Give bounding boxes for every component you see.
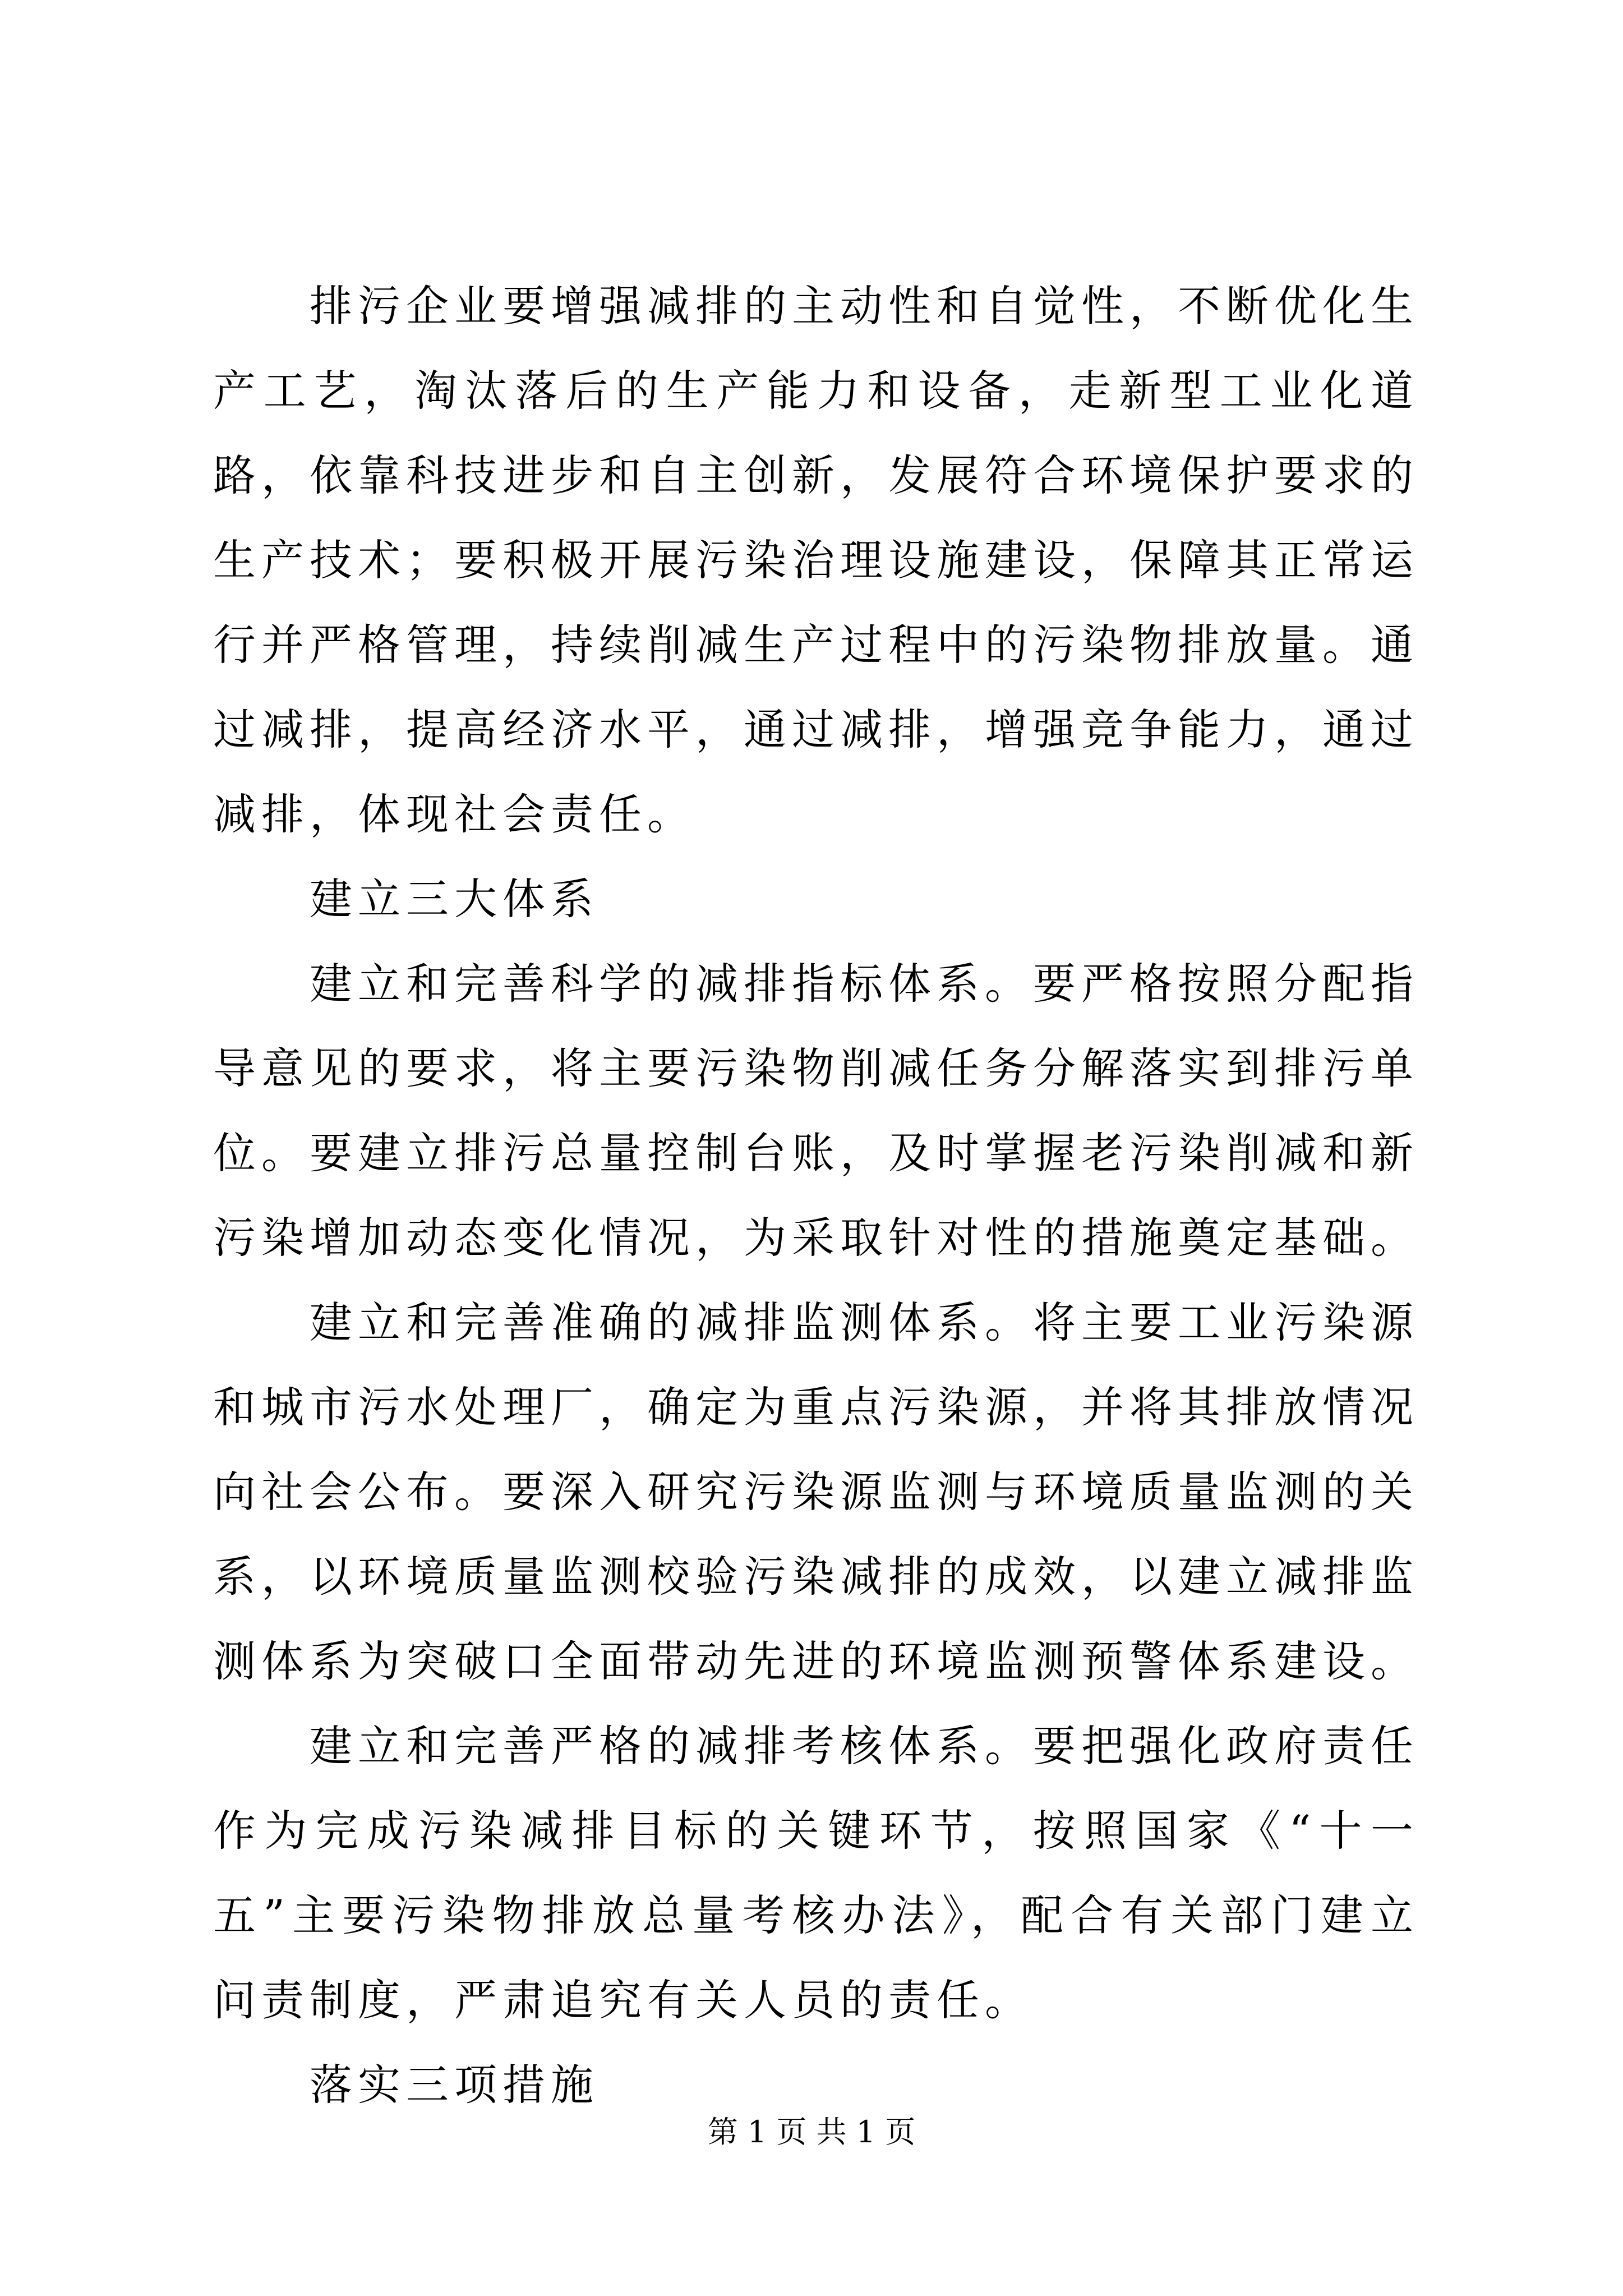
document-body (213, 264, 1419, 2127)
paragraph-indicator-system: 建立和完善科学的减排指标体系。要严格按照分配指导意见的要求，将主要污染物削减任务分解落实到排污单位。要建立排污总量控制台账，及时掌握老污染削减和新污染增加动态变化情况，为采取针对性的措施奠定基础。 (213, 959, 1419, 1263)
page-number-footer: 第 1 页 共 1 页 (707, 2114, 916, 2150)
heading-three-systems: 建立三大体系 (310, 874, 599, 924)
paragraph-enterprise-emission-reduction: 排污企业要增强减排的主动性和自觉性，不断优化生产工艺，淘汰落后的生产能力和设备，走新型工业化道路，依靠科技进步和自主创新，发展符合环境保护要求的生产技术；要积极开展污染治理设施建设，保障其正常运行并严格管理，持续削减生产过程中的污染物排放量。通过减排，提高经济水平，通过减排，增强竞争能力，通过减排，体现社会责任。 (213, 281, 1419, 839)
paragraph-assessment-system: 建立和完善严格的减排考核体系。要把强化政府责任作为完成污染减排目标的关键环节，按照国家《“十一五”主要污染物排放总量考核办法》，配合有关部门建立问责制度，严肃追究有关人员的责任。 (213, 1721, 1419, 2025)
paragraph-monitoring-system: 建立和完善准确的减排监测体系。将主要工业污染源和城市污水处理厂，确定为重点污染源，并将其排放情况向社会公布。要深入研究污染源监测与环境质量监测的关系，以环境质量监测校验污染减排的成效，以建立减排监测体系为突破口全面带动先进的环境监测预警体系建设。 (213, 1297, 1419, 1686)
heading-three-measures: 落实三项措施 (310, 2060, 599, 2110)
